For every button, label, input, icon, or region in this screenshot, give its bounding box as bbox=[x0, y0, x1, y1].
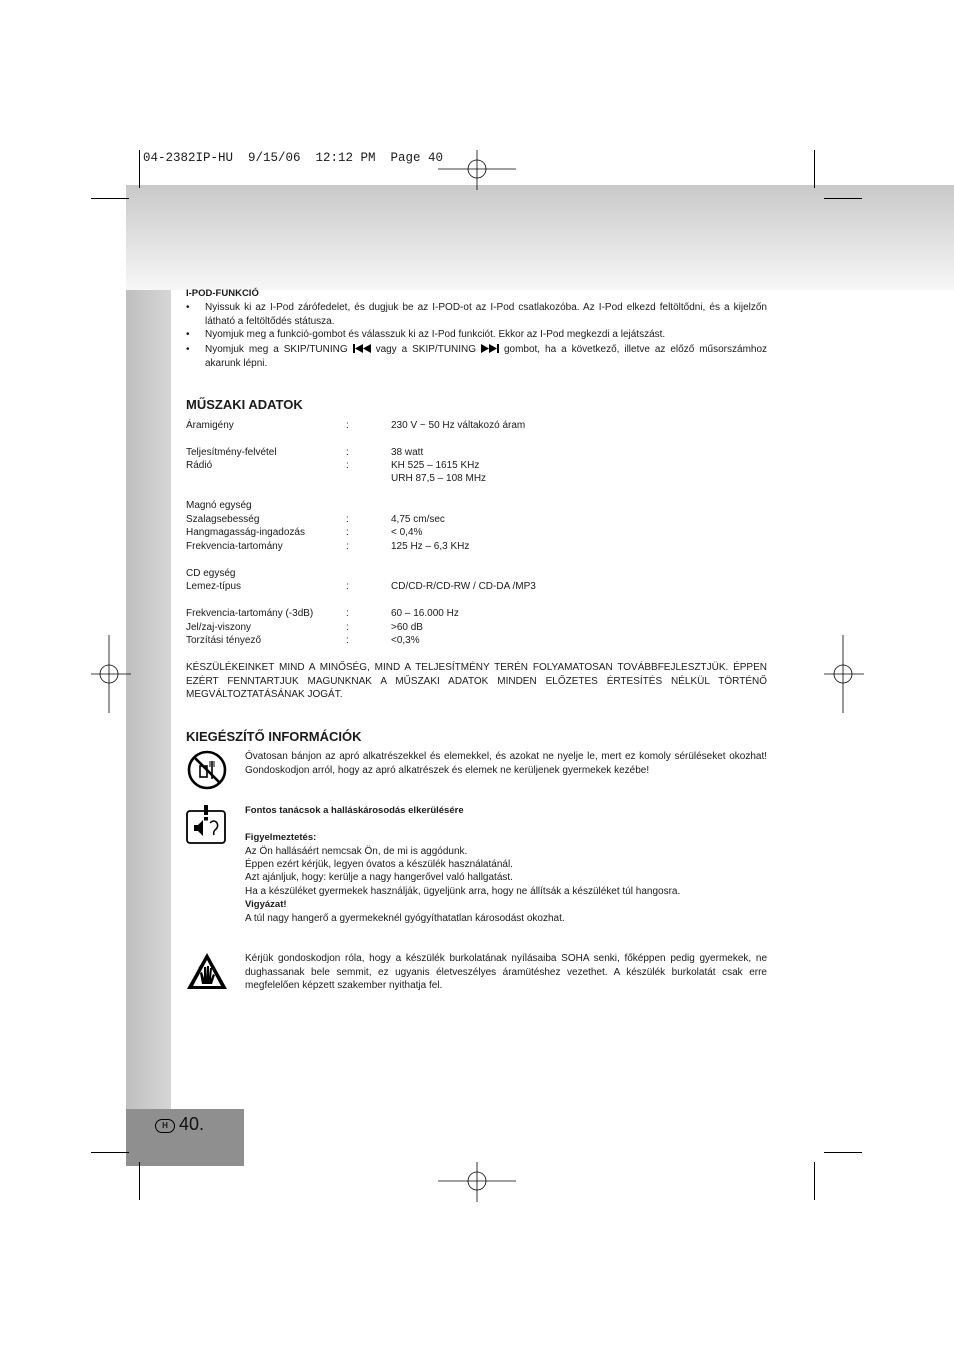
spec-value-power: 230 V ~ 50 Hz váltakozó áram bbox=[391, 420, 526, 431]
registration-mark-bottom bbox=[438, 1162, 516, 1202]
registration-mark-top bbox=[438, 150, 516, 190]
ipod-bullet-3-part1: Nyomjuk meg a SKIP/TUNING bbox=[205, 344, 348, 355]
small-parts-warning: Óvatosan bánjon az apró alkatrészekkel és elemekkel, és azokat ne nyelje le, mert ez komoly sérüléseket okozhat! Gondoskodjon arról, hogy az apró alkatrészek és elemek ne kerüljenek gyermekek kezébe! bbox=[245, 751, 767, 776]
bullet-marker: • bbox=[186, 302, 190, 313]
hearing-warning-icon bbox=[186, 805, 226, 845]
spec-value-tape-speed: 4,75 cm/sec bbox=[391, 514, 445, 525]
spec-label-disc: Lemez-típus bbox=[186, 581, 242, 592]
spec-value-snr: >60 dB bbox=[391, 622, 423, 633]
spec-value-tape-freq: 125 Hz – 6,3 KHz bbox=[391, 541, 470, 552]
electric-shock-warning-icon bbox=[185, 951, 229, 991]
ipod-bullet-2: Nyomjuk meg a funkció-gombot és válasszuk ki az I-Pod funkciót. Ekkor az I-Pod megkezdi a lejátszást. bbox=[205, 329, 666, 340]
warning-label: Figyelmeztetés: bbox=[245, 832, 317, 843]
spec-value-wow: < 0,4% bbox=[391, 527, 423, 538]
spec-value-thd: <0,3% bbox=[391, 635, 420, 646]
ipod-bullet-3-part3: gombot, ha a következő, illetve az előző műsorszámhoz akarunk lépni. bbox=[205, 344, 768, 369]
spec-label-radio: Rádió bbox=[186, 460, 213, 471]
bullet-marker: • bbox=[186, 344, 190, 355]
spec-value-output: 38 watt bbox=[391, 447, 424, 458]
page-number: 40. bbox=[179, 1114, 205, 1134]
registration-mark-right bbox=[824, 635, 864, 713]
hearing-title: Fontos tanácsok a halláskárosodás elkerülésére bbox=[245, 805, 464, 816]
registration-mark-left bbox=[91, 635, 131, 713]
spec-label-power: Áramigény bbox=[186, 420, 234, 431]
caution-text: A túl nagy hangerő a gyermekeknél gyógyíthatatlan károsodást okozhat. bbox=[245, 913, 565, 924]
spec-colon: : bbox=[346, 527, 349, 538]
warning-line-2: Éppen ezért kérjük, legyen óvatos a készülék használatánál. bbox=[245, 859, 513, 870]
spec-colon: : bbox=[346, 581, 349, 592]
spec-colon: : bbox=[346, 635, 349, 646]
ipod-bullet-3-part2: vagy a SKIP/TUNING bbox=[375, 344, 477, 355]
ipod-bullet-3 bbox=[205, 343, 767, 370]
specs-notice: KÉSZÜLÉKEINKET MIND A MINŐSÉG, MIND A TELJESÍTMÉNY TERÉN FOLYAMATOSAN TOVÁBBFEJLESZTJÜK. ÉPPEN EZÉRT FENNTARTJUK MAGUNKNAK A MŰSZAKI ADATOK MINDEN ELŐZETES ÉRTESÍTÉS NÉLKÜL TÖRTÉNŐ MEGVÁLTOZTATÁSÁNAK JOGÁT. bbox=[186, 662, 767, 700]
spec-value-disc: CD/CD-R/CD-RW / CD-DA /MP3 bbox=[391, 581, 536, 592]
bullet-marker: • bbox=[186, 329, 190, 340]
spec-label-snr: Jel/zaj-viszony bbox=[186, 622, 252, 633]
spec-colon: : bbox=[346, 622, 349, 633]
specs-section-title: MŰSZAKI ADATOK bbox=[186, 397, 303, 412]
spec-label-tape-freq: Frekvencia-tartomány bbox=[186, 541, 283, 552]
spec-heading-cd: CD egység bbox=[186, 568, 236, 579]
spec-value-radio-am: KH 525 – 1615 KHz bbox=[391, 460, 480, 471]
ipod-bullet-1: Nyissuk ki az I-Pod zárófedelet, és dugjuk be az I-POD-ot az I-Pod csatlakozóba. Az I-Pod elkezd feltöltődni, és a kijelzőn látható a feltöltődés státusza. bbox=[205, 302, 767, 327]
spec-label-tape-speed: Szalagsebesség bbox=[186, 514, 260, 525]
warning-line-4: Ha a készüléket gyermekek használják, ügyeljünk arra, hogy ne állítsák a készüléket túl hangosra. bbox=[245, 886, 681, 897]
spec-colon: : bbox=[346, 447, 349, 458]
print-header: 04-2382IP-HU 9/15/06 12:12 PM Page 40 bbox=[143, 151, 444, 165]
header-gradient-band bbox=[126, 185, 954, 290]
spec-label-output: Teljesítmény-felvétel bbox=[186, 447, 277, 458]
skip-back-icon bbox=[353, 344, 371, 353]
ipod-section-title: I-POD-FUNKCIÓ bbox=[186, 288, 259, 299]
side-gradient-bar bbox=[126, 290, 171, 1109]
spec-colon: : bbox=[346, 514, 349, 525]
spec-colon: : bbox=[346, 541, 349, 552]
spec-colon: : bbox=[346, 420, 349, 431]
language-badge: H bbox=[155, 1119, 175, 1133]
warning-line-1: Az Ön hallásáért nemcsak Ön, de mi is aggódunk. bbox=[245, 846, 468, 857]
skip-forward-icon bbox=[481, 344, 499, 353]
spec-value-cd-freq: 60 – 16.000 Hz bbox=[391, 608, 459, 619]
spec-label-thd: Torzítási tényező bbox=[186, 635, 262, 646]
spec-label-wow: Hangmagasság-ingadozás bbox=[186, 527, 305, 538]
spec-value-radio-fm: URH 87,5 – 108 MHz bbox=[391, 473, 487, 484]
warning-line-3: Azt ajánljuk, hogy: kerülje a nagy hangerővel való hallgatást. bbox=[245, 872, 513, 883]
extra-section-title: KIEGÉSZÍTŐ INFORMÁCIÓK bbox=[186, 729, 362, 744]
electric-shock-warning: Kérjük gondoskodjon róla, hogy a készülék burkolatának nyílásaiba SOHA senki, főképpen pedig gyermekek, ne dughassanak bele semmit, ez ugyanis életveszélyes áramütéshez vezethet. A készülék burkolatát csak erre megfelelően képzett szakember nyithatja fel. bbox=[245, 953, 767, 991]
spec-colon: : bbox=[346, 608, 349, 619]
spec-heading-tape: Magnó egység bbox=[186, 500, 252, 511]
caution-label: Vigyázat! bbox=[245, 899, 287, 910]
no-swallow-icon bbox=[187, 750, 227, 790]
spec-colon: : bbox=[346, 460, 349, 471]
spec-label-cd-freq: Frekvencia-tartomány (-3dB) bbox=[186, 608, 314, 619]
